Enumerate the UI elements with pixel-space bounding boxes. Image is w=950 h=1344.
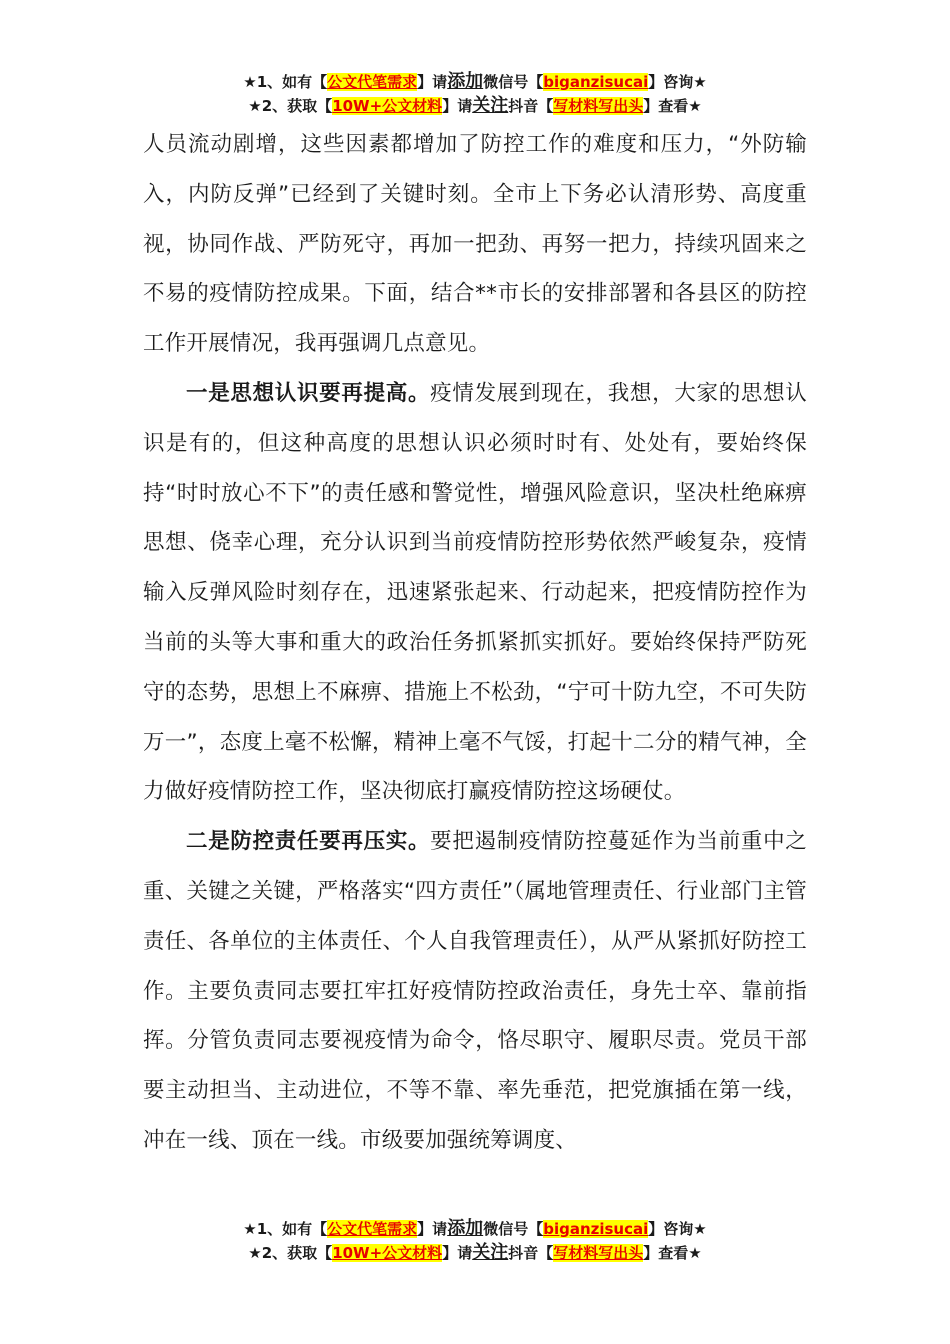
paragraph-3 [143, 817, 807, 1166]
banner-text: ★1、如有【 [243, 1220, 328, 1238]
banner-text: 】咨询★ [648, 73, 707, 91]
banner-text: ★2、获取【 [248, 1244, 333, 1262]
banner-line-1 [0, 1217, 950, 1241]
paragraph-3-heading: 二是防控责任要再压实。 [186, 829, 431, 855]
banner-highlight: biganzisucai [543, 1220, 649, 1238]
banner-emphasis: 添加 [447, 1218, 484, 1239]
banner-highlight: 公文代笔需求 [327, 73, 418, 91]
banner-text: 抖音【 [508, 1244, 554, 1262]
paragraph-2 [143, 369, 807, 817]
banner-highlight: 写材料写出头 [553, 97, 644, 115]
banner-line-1 [0, 70, 950, 94]
banner-text: 】咨询★ [648, 1220, 707, 1238]
paragraph-1: 人员流动剧增，这些因素都增加了防控工作的难度和压力，“外防输入，内防反弹”已经到了关键时刻。全市上下务必认清形势、高度重视，协同作战、严防死守，再加一把劲、再努一把力，持续巩固来之不易的疫情防控成果。下面，结合**市长的安排部署和各县区的防控工作开展情况，我再强调几点意见。 [143, 132, 807, 357]
banner-text: 】请 [417, 1220, 448, 1238]
banner-emphasis: 关注 [472, 1242, 509, 1263]
banner-highlight: 10W+公文材料 [332, 1244, 443, 1262]
paragraph-2-heading: 一是思想认识要再提高。 [186, 380, 431, 406]
paragraph-3-text: 要把遏制疫情防控蔓延作为当前重中之重、关键之关键，严格落实“四方责任”（属地管理责任、行业部门主管责任、各单位的主体责任、个人自我管理责任），从严从紧抓好防控工作。主要负责同志要扛牢扛好疫情防控政治责任，身先士卒、靠前指挥。分管负责同志要视疫情为命令，恪尽职守、履职尽责。党员干部要主动担当、主动进位，不等不靠、率先垂范，把党旗插在第一线，冲在一线、顶在一线。市级要加强统筹调度、 [143, 829, 808, 1153]
banner-line-2 [0, 94, 950, 118]
banner-text: 】查看★ [643, 1244, 702, 1262]
banner-text: 】请 [417, 73, 448, 91]
banner-line-2 [0, 1241, 950, 1265]
banner-text: 抖音【 [508, 97, 554, 115]
banner-text: ★2、获取【 [248, 97, 333, 115]
banner-highlight: 写材料写出头 [553, 1244, 644, 1262]
banner-highlight: 10W+公文材料 [332, 97, 443, 115]
banner-text: 】请 [442, 1244, 473, 1262]
banner-emphasis: 关注 [472, 95, 509, 116]
banner-text: 微信号【 [483, 1220, 544, 1238]
document-body [143, 120, 807, 1166]
footer-banner [0, 1217, 950, 1265]
banner-text: ★1、如有【 [243, 73, 328, 91]
header-banner [0, 70, 950, 118]
paragraph-2-text: 疫情发展到现在，我想，大家的思想认识是有的，但这种高度的思想认识必须时时有、处处有，要始终保持“时时放心不下”的责任感和警觉性，增强风险意识，坚决杜绝麻痹思想、侥幸心理，充分认识到当前疫情防控形势依然严峻复杂，疫情输入反弹风险时刻存在，迅速紧张起来、行动起来，把疫情防控作为当前的头等大事和重大的政治任务抓紧抓实抓好。要始终保持严防死守的态势，思想上不麻痹、措施上不松劲，“宁可十防九空，不可失防万一”，态度上毫不松懈，精神上毫不气馁，打起十二分的精气神，全力做好疫情防控工作，坚决彻底打赢疫情防控这场硬仗。 [143, 380, 808, 805]
banner-emphasis: 添加 [447, 71, 484, 92]
banner-text: 微信号【 [483, 73, 544, 91]
banner-text: 】请 [442, 97, 473, 115]
banner-highlight: 公文代笔需求 [327, 1220, 418, 1238]
banner-highlight: biganzisucai [543, 73, 649, 91]
banner-text: 】查看★ [643, 97, 702, 115]
